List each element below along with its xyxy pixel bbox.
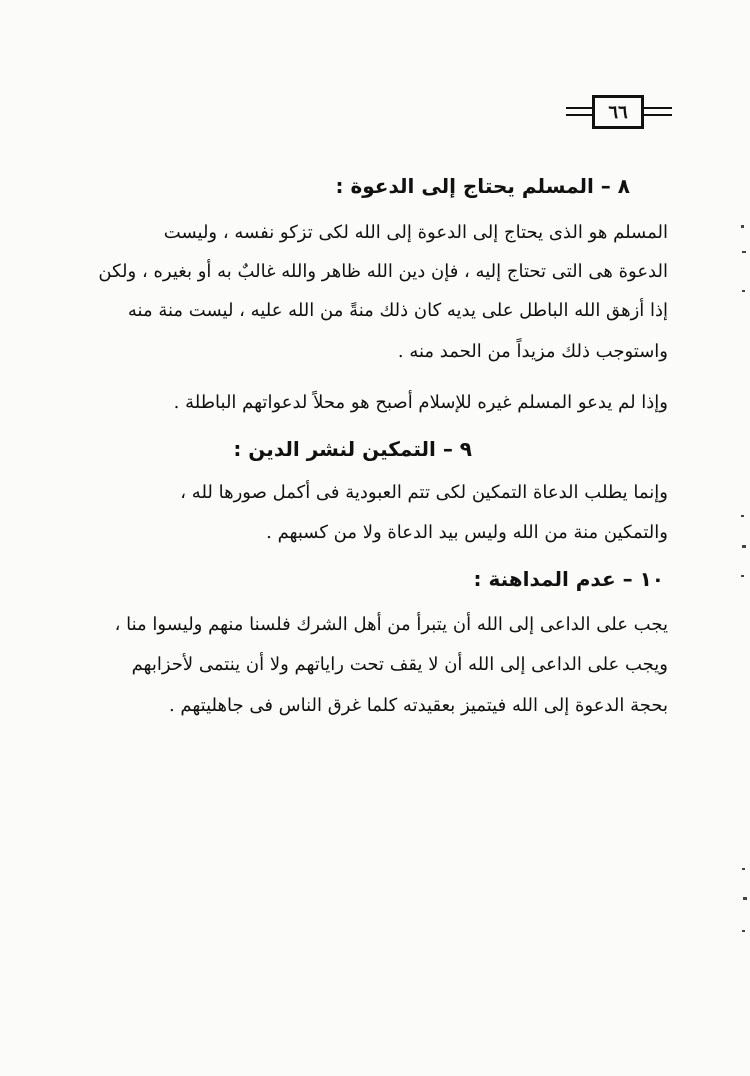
scan-mark — [743, 897, 747, 900]
ornament-rule — [566, 114, 594, 116]
scan-mark — [742, 545, 746, 548]
text-line: إذا أزهق الله الباطل على يديه كان ذلك منةً من الله عليه ، ليست منة منه — [127, 300, 668, 321]
text-line: وإنما يطلب الدعاة التمكين لكى تتم العبودية فى أكمل صورها لله ، — [180, 482, 668, 503]
scan-mark — [742, 290, 745, 292]
text-line: ويجب على الداعى إلى الله أن لا يقف تحت راياتهم ولا أن ينتمى لأحزابهم — [131, 654, 668, 675]
text-line: بحجة الدعوة إلى الله فيتميز بعقيدته كلما غرق الناس فى جاهليتهم . — [168, 695, 668, 716]
page-number-ornament — [566, 95, 672, 135]
scan-mark — [741, 515, 744, 517]
text-line: المسلم هو الذى يحتاج إلى الدعوة إلى الله لكى تزكو نفسه ، وليست — [163, 222, 668, 243]
ornament-rule — [644, 107, 672, 109]
ornament-rule — [644, 114, 672, 116]
scan-mark — [742, 251, 746, 253]
text-line: والتمكين منة من الله وليس بيد الدعاة ولا من كسبهم . — [266, 522, 668, 543]
section-heading: ٨ – المسلم يحتاج إلى الدعوة : — [335, 174, 630, 198]
scan-mark — [741, 575, 744, 577]
text-line: واستوجب ذلك مزيداً من الحمد منه . — [397, 341, 668, 362]
ornament-rule — [566, 107, 594, 109]
scan-mark — [742, 868, 745, 870]
section-heading: ١٠ – عدم المداهنة : — [473, 567, 664, 591]
text-line: يجب على الداعى إلى الله أن يتبرأ من أهل الشرك فلسنا منهم وليسوا منا ، — [114, 614, 668, 635]
section-heading: ٩ – التمكين لنشر الدين : — [233, 437, 472, 461]
text-line: الدعوة هى التى تحتاج إليه ، فإن دين الله ظاهر والله غالبٌ به أو بغيره ، ولكن — [98, 261, 668, 282]
scan-mark — [741, 225, 744, 228]
page-number: ٦٦ — [592, 95, 644, 129]
text-line: وإذا لم يدعو المسلم غيره للإسلام أصبح هو محلاً لدعواتهم الباطلة . — [173, 392, 668, 413]
scan-mark — [742, 930, 745, 932]
